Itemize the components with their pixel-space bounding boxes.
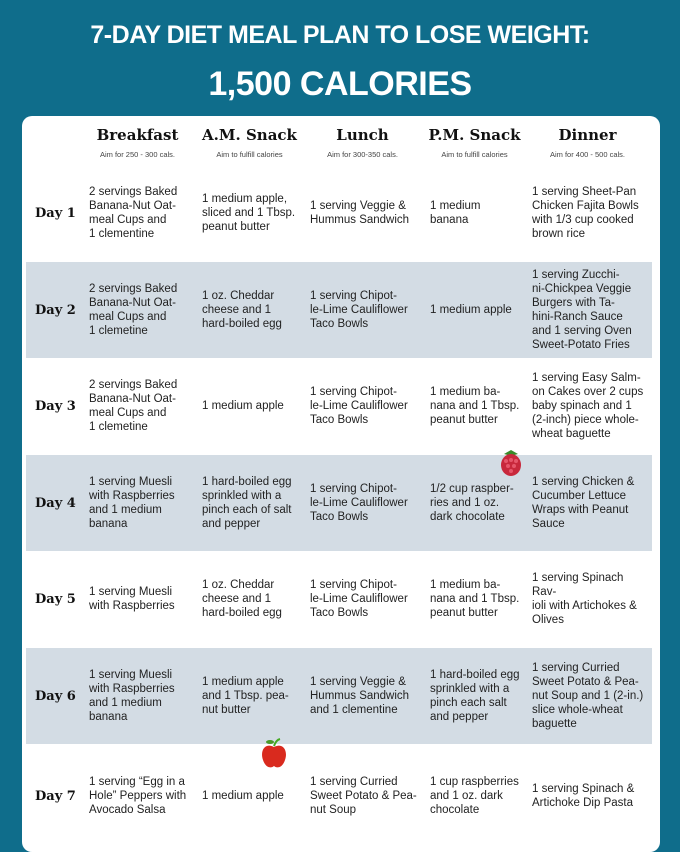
cell-dinner: 1 serving Easy Salm- on Cakes over 2 cups baby spinach and 1 (2-inch) piece whole- wheat baguette xyxy=(532,372,644,440)
cell-lunch: 1 serving Chipot- le-Lime Cauliflower Taco Bowls xyxy=(310,483,408,523)
table-row xyxy=(26,648,652,744)
cell-lunch: 1 serving Chipot- le-Lime Cauliflower Taco Bowls xyxy=(310,290,408,330)
column-header-breakfast xyxy=(80,124,195,159)
cell-am-snack: 1 hard-boiled egg sprinkled with a pinch each of salt and pepper xyxy=(202,476,292,530)
cell-am-snack: 1 medium apple xyxy=(202,400,284,412)
day-label: Day 7 xyxy=(35,788,76,804)
cell-dinner: 1 serving Chicken & Cucumber Lettuce Wraps with Peanut Sauce xyxy=(532,476,635,530)
day-label: Day 2 xyxy=(35,302,76,318)
cell-dinner: 1 serving Zucchi- ni-Chickpea Veggie Burgers with Ta- hini-Ranch Sauce and 1 serving Oven Sweet-Potato Fries xyxy=(532,269,632,351)
cell-am-snack: 1 medium apple and 1 Tbsp. pea- nut butter xyxy=(202,676,289,716)
column-header-pm-snack xyxy=(417,124,532,159)
column-calorie-target: Aim for 400 - 500 cals. xyxy=(549,150,626,159)
table-row xyxy=(26,165,652,261)
column-header-lunch xyxy=(305,124,420,159)
meal-plan-table xyxy=(22,116,660,852)
day-label: Day 1 xyxy=(35,205,76,221)
cell-lunch: 1 serving Veggie & Hummus Sandwich and 1 clementine xyxy=(310,676,410,716)
day-label: Day 3 xyxy=(35,398,76,414)
table-row xyxy=(26,262,652,358)
apple-icon xyxy=(260,738,288,770)
column-title: Dinner xyxy=(558,126,617,144)
table-row xyxy=(26,455,652,551)
cell-breakfast: 1 serving “Egg in a Hole” Peppers with Avocado Salsa xyxy=(89,776,187,816)
column-calorie-target: Aim for 300-350 cals. xyxy=(327,150,398,159)
cell-am-snack: 1 oz. Cheddar cheese and 1 hard-boiled egg xyxy=(202,579,282,619)
cell-pm-snack: 1 medium ba- nana and 1 Tbsp. peanut butter xyxy=(430,579,520,619)
day-label: Day 5 xyxy=(35,591,76,607)
cell-breakfast: 1 serving Muesli with Raspberries and 1 medium banana xyxy=(89,669,175,723)
cell-dinner: 1 serving Spinach & Artichoke Dip Pasta xyxy=(532,783,635,809)
cell-lunch: 1 serving Curried Sweet Potato & Pea- nut Soup xyxy=(310,776,417,816)
day-label: Day 6 xyxy=(35,688,76,704)
cell-breakfast: 2 servings Baked Banana-Nut Oat- meal Cups and 1 clemetine xyxy=(89,283,178,337)
cell-lunch: 1 serving Veggie & Hummus Sandwich xyxy=(310,200,410,226)
column-calorie-target: Aim to fulfill calories xyxy=(441,150,508,159)
cell-pm-snack: 1/2 cup raspber- ries and 1 oz. dark chocolate xyxy=(430,483,514,523)
cell-dinner: 1 serving Curried Sweet Potato & Pea- nut Soup and 1 (2-in.) slice whole-wheat baguette xyxy=(532,662,644,730)
cell-lunch: 1 serving Chipot- le-Lime Cauliflower Taco Bowls xyxy=(310,386,408,426)
column-title: A.M. Snack xyxy=(202,126,297,144)
cell-pm-snack: 1 cup raspberries and 1 oz. dark chocolate xyxy=(430,776,519,816)
column-calorie-target: Aim for 250 - 300 cals. xyxy=(99,150,176,159)
cell-lunch: 1 serving Chipot- le-Lime Cauliflower Taco Bowls xyxy=(310,579,408,619)
cell-am-snack: 1 medium apple xyxy=(202,790,284,802)
cell-dinner: 1 serving Sheet-Pan Chicken Fajita Bowls with 1/3 cup cooked brown rice xyxy=(532,186,639,240)
column-title: P.M. Snack xyxy=(428,126,521,144)
column-header-dinner xyxy=(530,124,645,159)
table-row xyxy=(26,551,652,647)
column-title: Breakfast xyxy=(96,126,179,144)
raspberry-icon xyxy=(498,448,524,478)
column-header-am-snack xyxy=(192,124,307,159)
cell-breakfast: 2 servings Baked Banana-Nut Oat- meal Cups and 1 clementine xyxy=(89,186,178,240)
cell-breakfast: 1 serving Muesli with Raspberries xyxy=(89,586,175,612)
cell-breakfast: 1 serving Muesli with Raspberries and 1 medium banana xyxy=(89,476,175,530)
cell-breakfast: 2 servings Baked Banana-Nut Oat- meal Cups and 1 clemetine xyxy=(89,379,178,433)
column-title: Lunch xyxy=(336,126,389,144)
title-line-2: 1,500 CALORIES xyxy=(208,65,472,103)
cell-pm-snack: 1 medium apple xyxy=(430,304,512,316)
day-label: Day 4 xyxy=(35,495,76,511)
title-line-1: 7-DAY DIET MEAL PLAN TO LOSE WEIGHT: xyxy=(90,21,590,49)
cell-pm-snack: 1 medium banana xyxy=(430,200,481,226)
column-calorie-target: Aim to fulfill calories xyxy=(216,150,283,159)
cell-dinner: 1 serving Spinach Rav- ioli with Artichokes & Olives xyxy=(532,572,637,626)
cell-am-snack: 1 medium apple, sliced and 1 Tbsp. peanut butter xyxy=(202,193,296,233)
cell-am-snack: 1 oz. Cheddar cheese and 1 hard-boiled egg xyxy=(202,290,282,330)
cell-pm-snack: 1 medium ba- nana and 1 Tbsp. peanut butter xyxy=(430,386,520,426)
cell-pm-snack: 1 hard-boiled egg sprinkled with a pinch each salt and pepper xyxy=(430,669,520,723)
table-row xyxy=(26,744,652,848)
table-row xyxy=(26,358,652,454)
